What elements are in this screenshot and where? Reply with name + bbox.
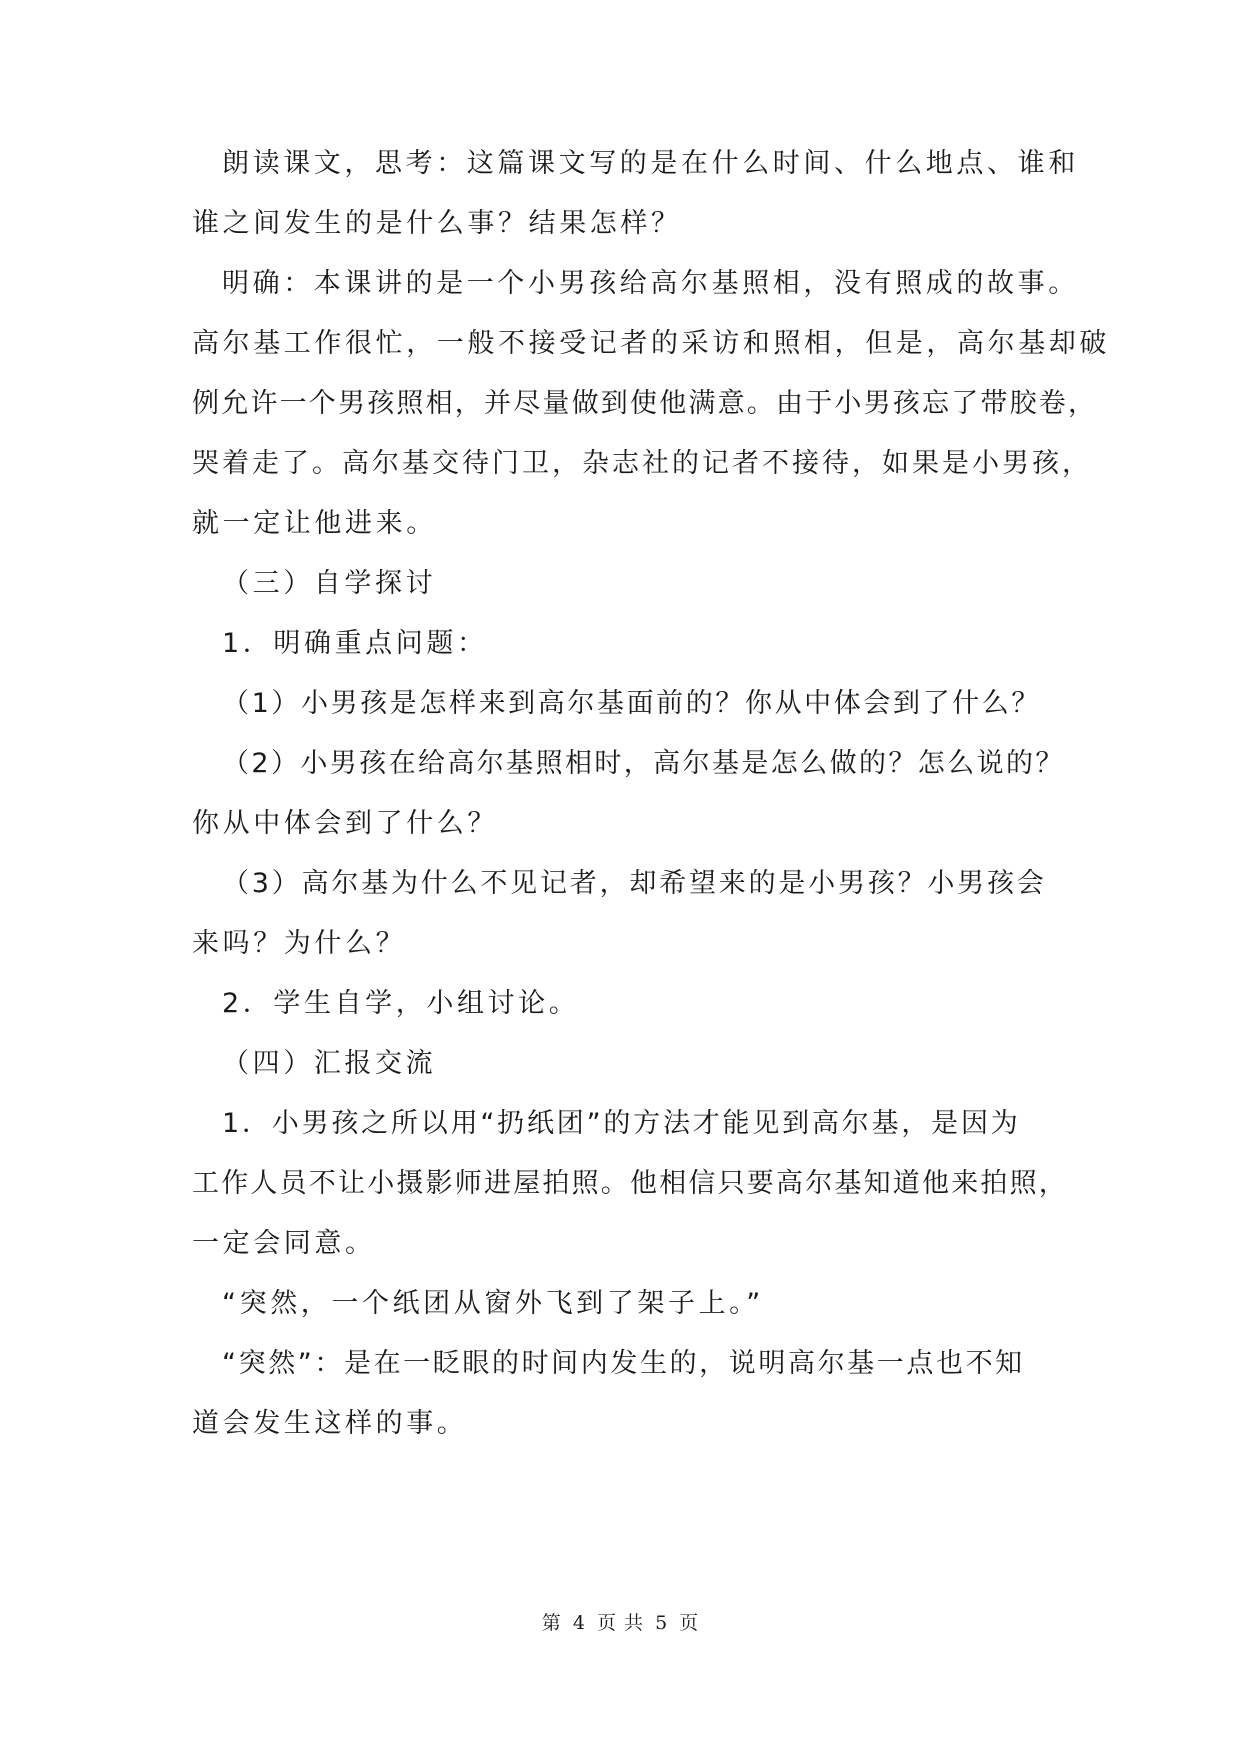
section-heading: （四）汇报交流 bbox=[222, 1048, 437, 1079]
quote-line: “突然，一个纸团从窗外飞到了架子上。” bbox=[222, 1288, 764, 1319]
footer-suffix: 页 bbox=[679, 1612, 700, 1634]
paragraph-line: “突然”：是在一眨眼的时间内发生的，说明高尔基一点也不知 bbox=[222, 1348, 1025, 1379]
paragraph-line: 明确：本课讲的是一个小男孩给高尔基照相，没有照成的故事。 bbox=[222, 268, 1079, 299]
paragraph-line: 道会发生这样的事。 bbox=[192, 1408, 468, 1439]
section-heading: （三）自学探讨 bbox=[222, 568, 437, 599]
page-footer bbox=[0, 1608, 1241, 1635]
total-pages-number: 5 bbox=[655, 1612, 669, 1634]
paragraph-line: 一定会同意。 bbox=[192, 1228, 376, 1259]
footer-prefix: 第 bbox=[541, 1612, 562, 1634]
paragraph-line: 来吗？为什么？ bbox=[192, 928, 407, 959]
paragraph-line: 例允许一个男孩照相，并尽量做到使他满意。由于小男孩忘了带胶卷， bbox=[192, 388, 1098, 419]
list-item: 2．学生自学，小组讨论。 bbox=[222, 988, 580, 1019]
list-item: 1．小男孩之所以用“扔纸团”的方法才能见到高尔基，是因为 bbox=[222, 1108, 1021, 1139]
list-item: （1）小男孩是怎样来到高尔基面前的？你从中体会到了什么？ bbox=[222, 688, 1041, 719]
list-item: （2）小男孩在给高尔基照相时，高尔基是怎么做的？怎么说的？ bbox=[222, 748, 1065, 779]
paragraph-line: 高尔基工作很忙，一般不接受记者的采访和照相，但是，高尔基却破 bbox=[192, 328, 1110, 359]
paragraph-line: 你从中体会到了什么？ bbox=[192, 808, 498, 839]
paragraph-line: 工作人员不让小摄影师进屋拍照。他相信只要高尔基知道他来拍照， bbox=[192, 1168, 1068, 1199]
footer-middle: 页 共 bbox=[596, 1612, 645, 1634]
paragraph-line: 哭着走了。高尔基交待门卫，杂志社的记者不接待，如果是小男孩， bbox=[192, 448, 1092, 479]
paragraph-line: 谁之间发生的是什么事？结果怎样？ bbox=[192, 208, 682, 239]
list-item: （3）高尔基为什么不见记者，却希望来的是小男孩？小男孩会 bbox=[222, 868, 1047, 899]
current-page-number: 4 bbox=[572, 1612, 586, 1634]
list-item: 1．明确重点问题： bbox=[222, 628, 488, 659]
paragraph-line: 朗读课文，思考：这篇课文写的是在什么时间、什么地点、谁和 bbox=[222, 148, 1079, 179]
paragraph-line: 就一定让他进来。 bbox=[192, 508, 437, 539]
